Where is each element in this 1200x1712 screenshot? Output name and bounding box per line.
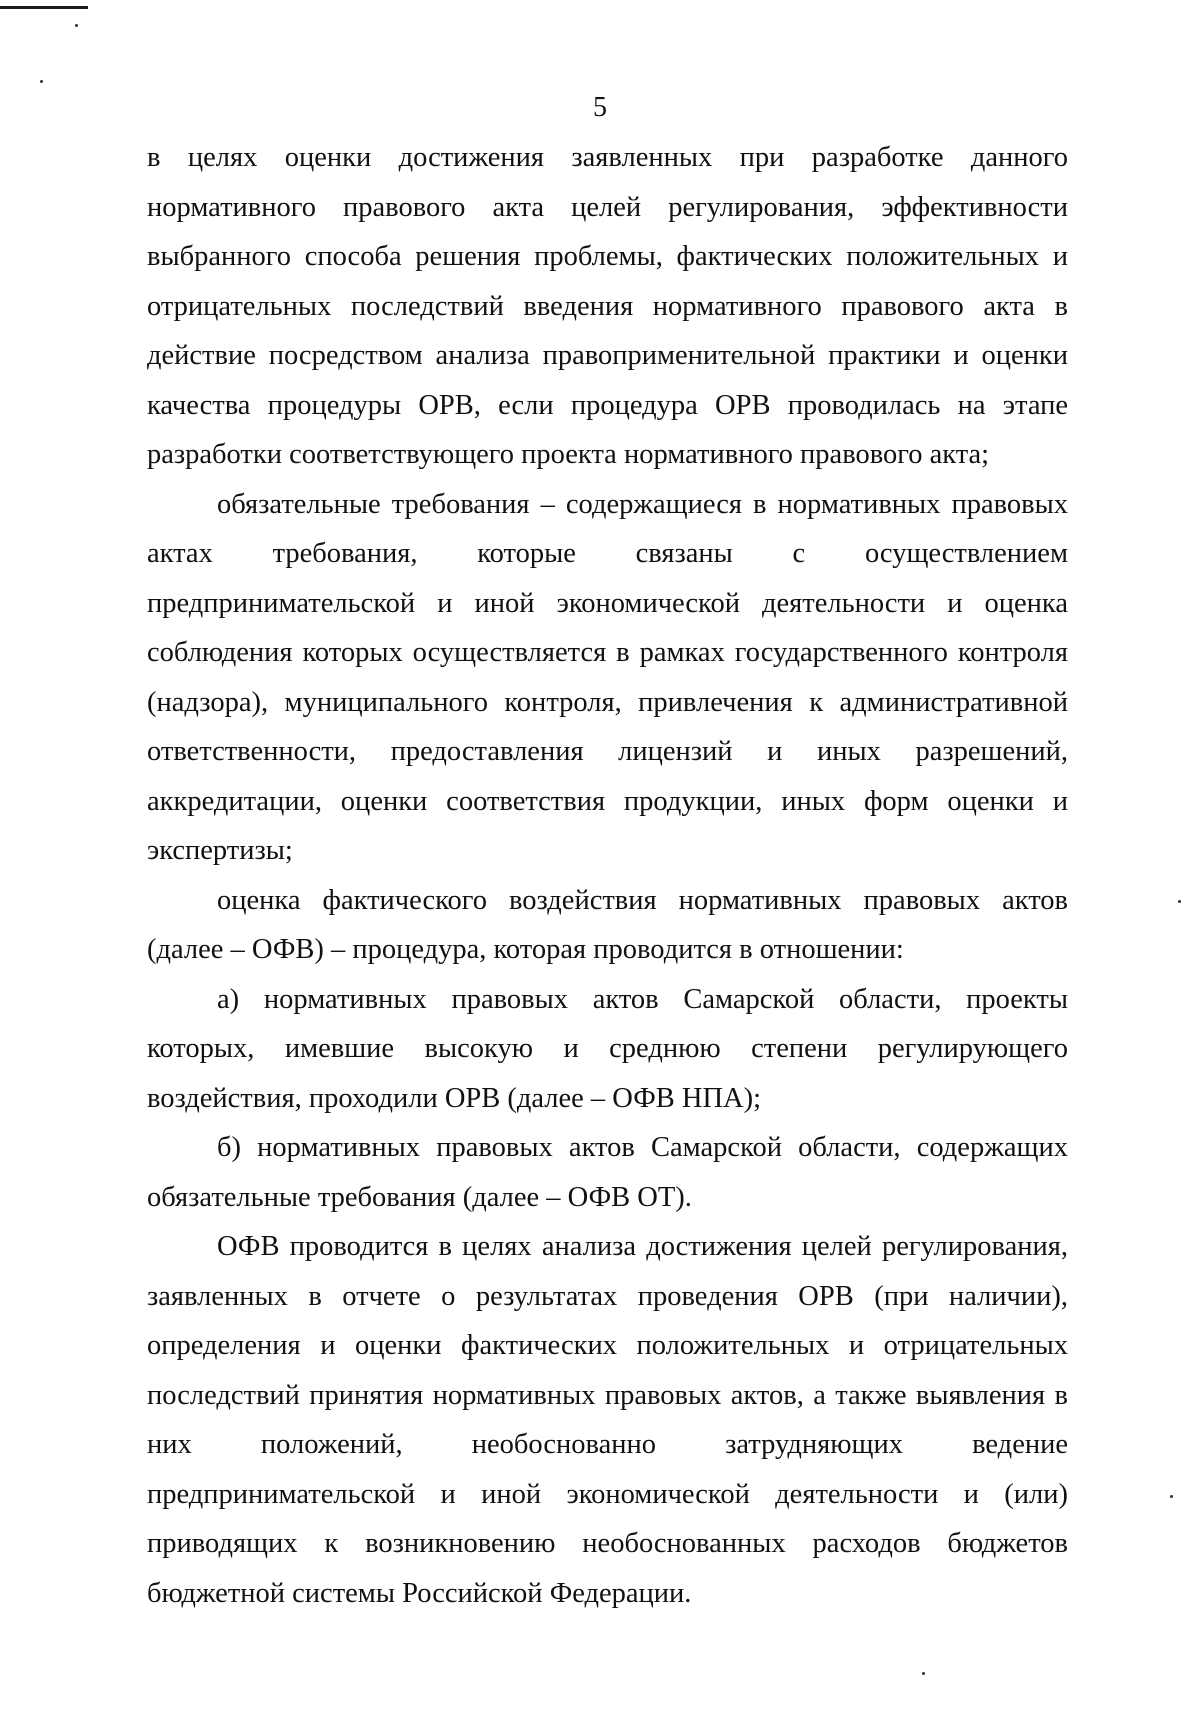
paragraph-6: ОФВ проводится в целях анализа достижения целей регулирования, заявленных в отчете о результатах проведения ОРВ (при наличии), определения и оценки фактических положительных и отрицательных последствий принятия нормативных правовых актов, а также выявления в них положений, необоснованно затрудняющих ведение предпринимательской и иной экономической деятельности и (или) приводящих к возникновению необоснованных расходов бюджетов бюджетной системы Российской Федерации. — [147, 1231, 1068, 1609]
paragraph-4: а) нормативных правовых актов Самарской области, проекты которых, имевшие высокую и среднюю степени регулирующего воздействия, проходили ОРВ (далее – ОФВ НПА); — [147, 983, 1068, 1114]
page-number: 5 — [593, 92, 607, 123]
scan-speck — [40, 80, 43, 83]
scan-speck — [1170, 1495, 1173, 1498]
paragraph-1: в целях оценки достижения заявленных при разработке данного нормативного правового акта целей регулирования, эффективности выбранного способа решения проблемы, фактических положительных и отрицательных последствий введения нормативного правового акта в действие посредством анализа правоприменительной практики и оценки качества процедуры ОРВ, если процедура ОРВ проводилась на этапе разработки соответствующего проекта нормативного правового акта; — [147, 142, 1068, 470]
document-body — [147, 133, 1068, 1618]
scan-artifact-line — [0, 6, 88, 9]
scan-speck — [75, 24, 78, 27]
paragraph-2: обязательные требования – содержащиеся в нормативных правовых актах требования, которые связаны с осуществлением предпринимательской и иной экономической деятельности и оценка соблюдения которых осуществляется в рамках государственного контроля (надзора), муниципального контроля, привлечения к административной ответственности, предоставления лицензий и иных разрешений, аккредитации, оценки соответствия продукции, иных форм оценки и экспертизы; — [147, 488, 1068, 866]
paragraph-3: оценка фактического воздействия нормативных правовых актов (далее – ОФВ) – процедура, которая проводится в отношении: — [147, 884, 1068, 965]
paragraph-5: б) нормативных правовых актов Самарской области, содержащих обязательные требования (далее – ОФВ ОТ). — [147, 1132, 1068, 1213]
scan-speck — [1178, 900, 1181, 903]
scan-speck — [922, 1672, 925, 1675]
